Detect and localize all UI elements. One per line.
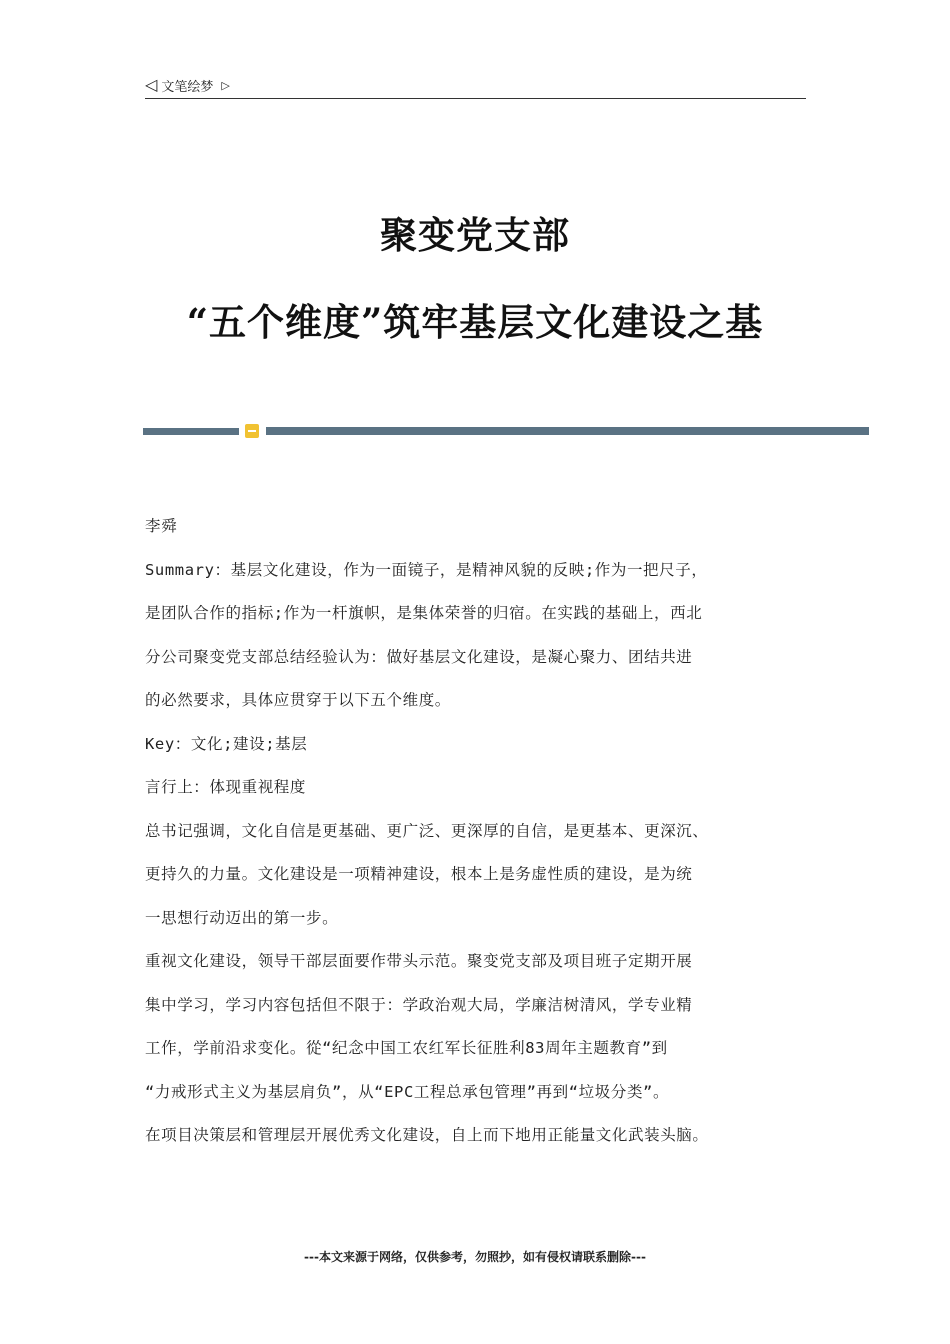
summary-text: 基层文化建设，作为一面镜子，是精神风貌的反映;作为一把尺子， [230, 560, 708, 579]
keywords-label: Key： [145, 734, 191, 753]
paragraph-1-line-2: 更持久的力量。文化建设是一项精神建设，根本上是务虚性质的建设，是为统 [145, 865, 693, 883]
paragraph-2-line-4: “力戒形式主义为基层肩负”，从“EPC工程总承包管理”再到“垃圾分类”。 [145, 1082, 670, 1101]
keywords-text: 文化;建设;基层 [190, 734, 308, 753]
divider-bar-left [143, 428, 239, 435]
paragraph-1-line-3: 一思想行动迈出的第一步。 [145, 908, 339, 927]
document-title-line1: 聚变党支部 [380, 213, 570, 257]
triangle-left-icon: ◁ [145, 75, 158, 94]
document-title-line2: “五个维度”筑牢基层文化建设之基 [186, 300, 764, 344]
summary-label: Summary： [145, 560, 231, 579]
triangle-right-icon: ▷ [221, 78, 230, 92]
summary-line-3: 分公司聚变党支部总结经验认为：做好基层文化建设，是凝心聚力、团结共进 [145, 647, 693, 666]
page-footer-disclaimer: ---本文来源于网络，仅供参考，勿照抄，如有侵权请联系删除--- [304, 1250, 646, 1264]
paragraph-2-line-2: 集中学习，学习内容包括但不限于：学政治观大局，学廉洁树清风，学专业精 [145, 995, 693, 1014]
document-body [145, 505, 815, 1158]
summary-line-4: 的必然要求，具体应贯穿于以下五个维度。 [145, 691, 451, 709]
paragraph-2-line-1: 重视文化建设，领导干部层面要作带头示范。聚变党支部及项目班子定期开展 [145, 952, 693, 970]
divider-ornament-icon [245, 424, 259, 438]
divider-bar-right [266, 427, 869, 435]
paragraph-1-line-1: 总书记强调，文化自信是更基础、更广泛、更深厚的自信，是更基本、更深沉、 [145, 821, 709, 840]
section-heading: 言行上：体现重视程度 [145, 778, 307, 796]
paragraph-2-line-5: 在项目决策层和管理层开展优秀文化建设，自上而下地用正能量文化武装头脑。 [145, 1126, 709, 1144]
title-divider [143, 423, 869, 439]
page-header [145, 72, 806, 99]
summary-line-2: 是团队合作的指标;作为一杆旗帜，是集体荣誉的归宿。在实践的基础上，西北 [145, 604, 703, 622]
summary-line-1 [145, 549, 815, 593]
keywords-line [145, 723, 815, 767]
paragraph-2-line-3: 工作，学前沿求变化。從“纪念中国工农红军长征胜利83周年主题教育”到 [145, 1039, 668, 1057]
author-name: 李舜 [145, 517, 178, 535]
header-brand: 文笔绘梦 [161, 79, 214, 95]
